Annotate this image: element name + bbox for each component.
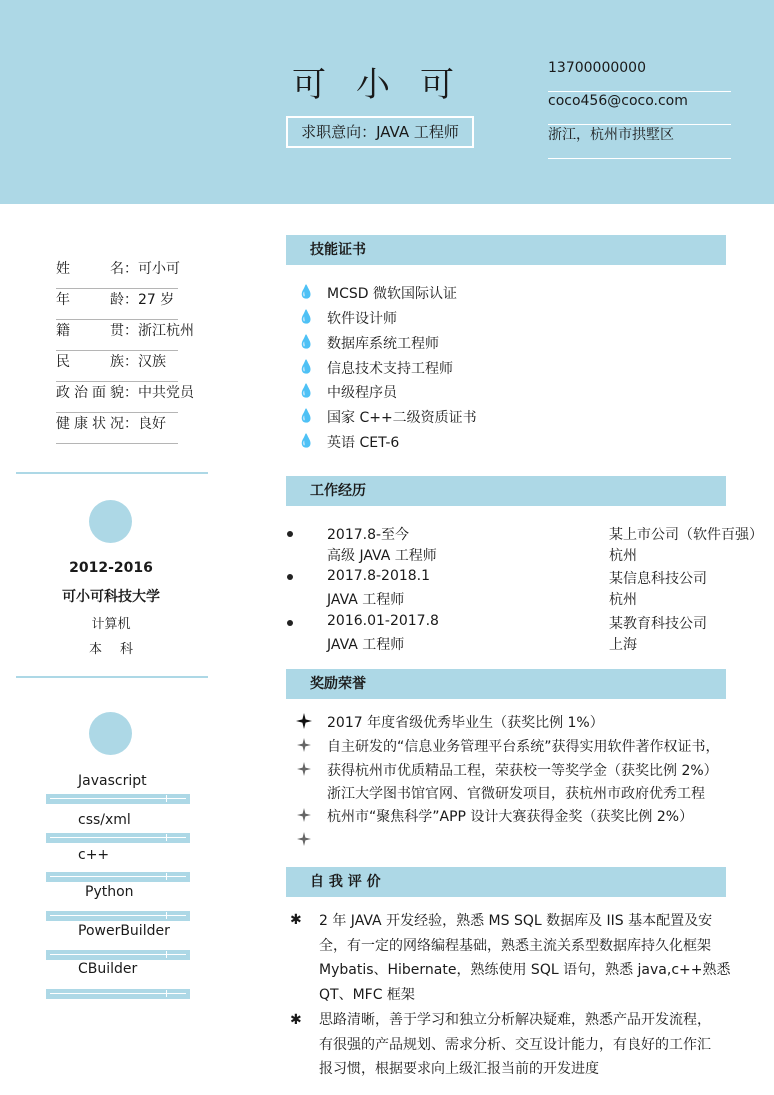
sparkle-icon [297, 762, 311, 776]
certificate-text: 数据库系统工程师 [327, 336, 439, 352]
self-eval-line: 2 年 JAVA 开发经验，熟悉 MS SQL 数据库及 IIS 基本配置及安 [319, 913, 713, 929]
section-header-certificates: 技能证书 [286, 235, 726, 265]
contact-phone: 13700000000 [548, 58, 731, 92]
info-value: 浙江杭州 [138, 323, 194, 339]
header-banner [0, 0, 774, 204]
work-company: 某上市公司（软件百强） [609, 527, 763, 543]
info-row-age [56, 289, 178, 320]
info-separator: ： [124, 354, 138, 370]
contact-location: 浙江，杭州市拱墅区 [548, 125, 731, 159]
bullet-dot-icon [287, 574, 293, 580]
info-row-political [56, 382, 194, 413]
self-eval-line: 有很强的产品规划、需求分析、交互设计能力，有良好的工作汇 [319, 1036, 711, 1053]
skill-name: CBuilder [78, 961, 138, 977]
certificate-text: 国家 C++二级资质证书 [327, 410, 477, 426]
work-company: 某教育科技公司 [609, 616, 707, 632]
work-period: 2017.8-2018.1 [327, 568, 431, 584]
info-value: 良好 [138, 416, 166, 432]
section-header-awards: 奖励荣誉 [286, 669, 726, 699]
info-label: 政治面貌 [56, 385, 124, 401]
skill-bar [46, 833, 190, 843]
work-city: 上海 [609, 637, 637, 653]
asterisk-icon: ✱ [290, 1012, 302, 1028]
skill-bar-marker [166, 990, 167, 997]
drop-icon: 💧 [298, 310, 315, 325]
skill-bar-marker [166, 912, 167, 919]
info-separator: ： [124, 416, 138, 432]
skill-name: css/xml [78, 812, 131, 828]
work-title: JAVA 工程师 [327, 592, 405, 608]
work-period: 2016.01-2017.8 [327, 613, 439, 629]
sparkle-icon [297, 738, 311, 752]
skill-name: c++ [78, 847, 110, 863]
certificate-text: 中级程序员 [327, 385, 397, 401]
self-eval-paragraph [319, 1008, 719, 1082]
info-label: 年龄 [56, 292, 124, 308]
skill-bar-marker [166, 873, 167, 880]
education-circle-icon [89, 500, 132, 543]
section-header-work: 工作经历 [286, 476, 726, 506]
skill-bar-marker [166, 834, 167, 841]
self-eval-line: 报习惯，根据要求向上级汇报当前的开发进度 [319, 1061, 599, 1077]
sidebar-divider [16, 676, 208, 678]
self-eval-line: Mybatis、Hibernate，熟练使用 SQL 语句，熟悉 java,c++熟悉 [319, 962, 731, 978]
drop-icon: 💧 [298, 285, 315, 300]
skill-bar [46, 911, 190, 921]
award-text: 浙江大学图书馆官网、官微研发项目，获杭州市政府优秀工程 [327, 786, 705, 802]
certificate-text: 软件设计师 [327, 311, 397, 327]
info-separator: ： [124, 261, 138, 277]
bullet-dot-icon [287, 620, 293, 626]
work-period: 2017.8-至今 [327, 527, 410, 543]
asterisk-icon: ✱ [290, 912, 302, 928]
skill-bar [46, 950, 190, 960]
info-separator: ： [124, 292, 138, 308]
award-text: 杭州市“聚焦科学”APP 设计大赛获得金奖（获奖比例 2%） [327, 809, 694, 825]
award-text: 获得杭州市优质精品工程，荣获校一等奖学金（获奖比例 2%） [327, 763, 718, 779]
education-major: 计算机 [91, 617, 131, 632]
info-label: 民族 [56, 354, 124, 370]
job-intent: 求职意向：JAVA 工程师 [286, 116, 474, 148]
info-value: 汉族 [138, 354, 166, 370]
self-eval-line: 思路清晰，善于学习和独立分析解决疑难，熟悉产品开发流程， [319, 1012, 711, 1028]
skill-bar-marker [166, 951, 167, 958]
self-eval-paragraph [319, 909, 731, 1007]
info-row-hometown [56, 320, 194, 351]
certificate-text: 信息技术支持工程师 [327, 361, 453, 377]
drop-icon: 💧 [298, 409, 315, 424]
certificate-text: MCSD 微软国际认证 [327, 286, 457, 302]
info-row-ethnicity [56, 351, 178, 382]
drop-icon: 💧 [298, 384, 315, 399]
education-years: 2012-2016 [69, 560, 153, 576]
info-separator: ： [124, 385, 138, 401]
education-degree: 本科 [88, 642, 151, 657]
award-text: 自主研发的“信息业务管理平台系统”获得实用软件著作权证书， [327, 739, 720, 755]
drop-icon: 💧 [298, 360, 315, 375]
info-label: 姓名 [56, 261, 124, 277]
section-header-self-evaluation: 自 我 评 价 [286, 867, 726, 897]
sparkle-icon [296, 713, 312, 729]
bullet-dot-icon [287, 531, 293, 537]
skill-name: Python [85, 884, 134, 900]
info-row-name [56, 258, 178, 289]
self-eval-line: 全，有一定的网络编程基础，熟悉主流关系型数据库持久化框架 [319, 937, 711, 954]
sparkle-icon [297, 832, 311, 846]
self-eval-line: QT、MFC 框架 [319, 986, 415, 1003]
drop-icon: 💧 [298, 434, 315, 449]
sparkle-icon [297, 808, 311, 822]
drop-icon: 💧 [298, 335, 315, 350]
skill-bar [46, 872, 190, 882]
skill-bar-marker [166, 795, 167, 802]
work-title: JAVA 工程师 [327, 637, 405, 653]
work-title: 高级 JAVA 工程师 [327, 548, 437, 564]
skills-circle-icon [89, 712, 132, 755]
award-text: 2017 年度省级优秀毕业生（获奖比例 1%） [327, 715, 604, 731]
work-city: 杭州 [609, 592, 637, 608]
info-label: 健康状况 [56, 416, 124, 432]
info-row-health [56, 413, 178, 444]
sidebar-divider [16, 472, 208, 474]
info-value: 中共党员 [138, 385, 194, 401]
education-school: 可小可科技大学 [62, 589, 160, 605]
candidate-name: 可小可 [292, 65, 484, 105]
info-label: 籍贯 [56, 323, 124, 339]
skill-name: Javascript [78, 773, 147, 789]
contact-email: coco456@coco.com [548, 91, 731, 125]
skill-bar [46, 794, 190, 804]
work-company: 某信息科技公司 [609, 571, 707, 587]
work-city: 杭州 [609, 548, 637, 564]
info-value: 27 岁 [138, 292, 175, 308]
info-value: 可小可 [138, 261, 180, 277]
skill-name: PowerBuilder [78, 923, 170, 939]
certificate-text: 英语 CET-6 [327, 435, 400, 451]
skill-bar [46, 989, 190, 999]
info-separator: ： [124, 323, 138, 339]
